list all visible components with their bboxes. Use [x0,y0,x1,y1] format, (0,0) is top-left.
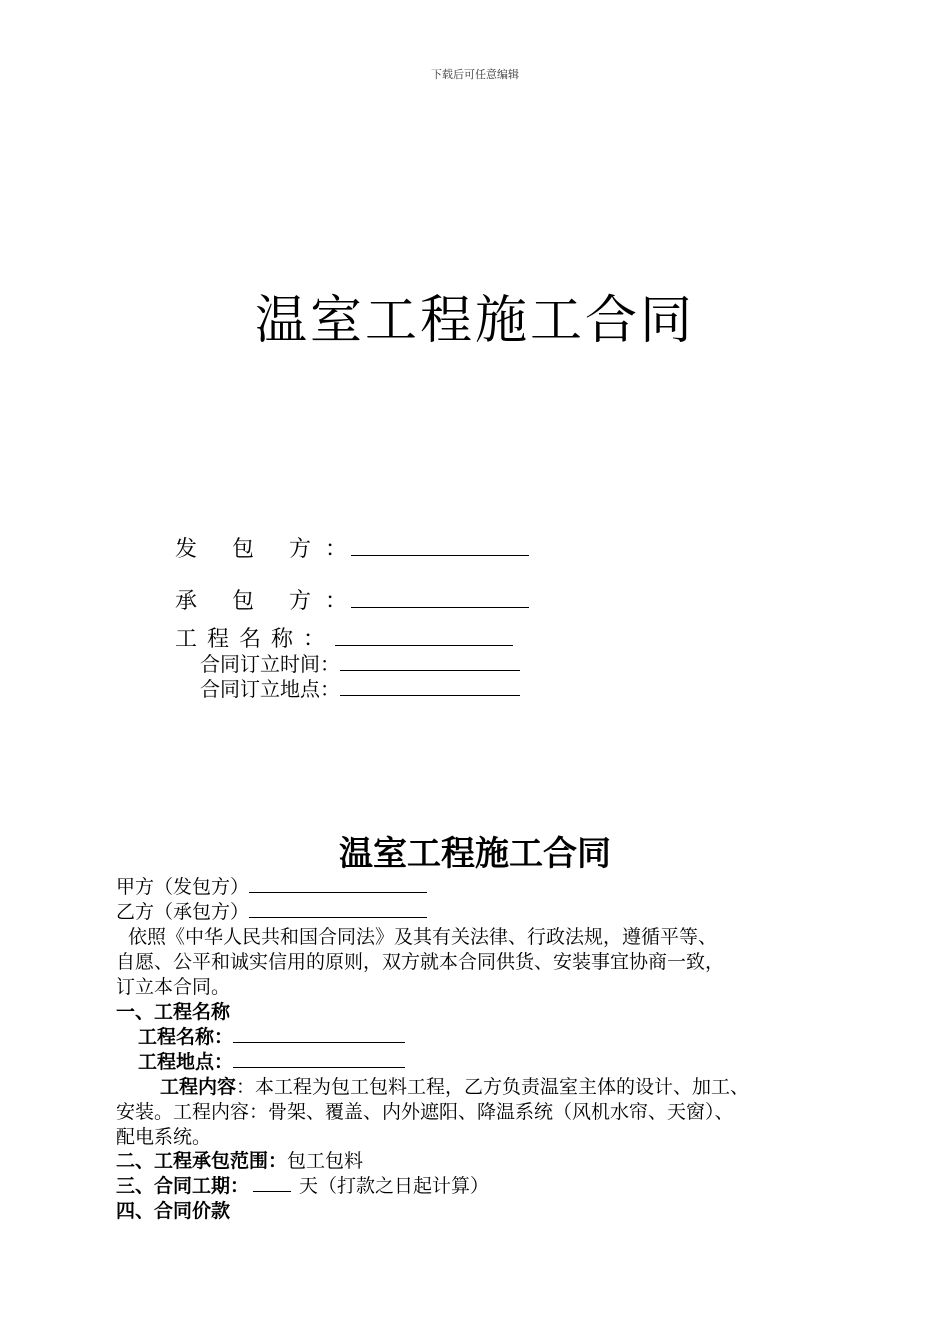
colon: ： [325,537,348,562]
blank-line [351,537,529,556]
blank-line [249,874,427,893]
section-1-heading: 一、工程名称 [116,1001,231,1023]
blank-line [249,899,427,918]
page-header: 下载后可任意编辑 [431,68,519,81]
section-2-heading: 二、工程承包范围： [116,1150,288,1172]
section-4-heading: 四、合同价款 [116,1200,231,1222]
cover-field-employer [175,532,529,563]
cover-field-sign-place [200,673,520,702]
blank-line [340,652,520,671]
preamble-line: 订立本合同。 [116,976,231,998]
section-3-value: 天（打款之日起计算） [299,1175,490,1197]
blank-line [335,627,513,646]
preamble-line: 依照《中华人民共和国合同法》及其有关法律、行政法规，遵循平等、 [128,926,718,948]
section-3-heading: 三、合同工期： [116,1175,250,1197]
project-name-label: 工程名称： [138,1026,234,1048]
blank-line [233,1024,405,1043]
project-content-line: 配电系统。 [116,1126,212,1148]
project-content-text: ：本工程为包工包料工程，乙方负责温室主体的设计、加工、 [236,1076,750,1098]
party-a-label: 甲方（发包方） [116,876,250,898]
project-place-line [138,1047,405,1074]
cover-field-label: 发 包 方 [175,537,325,562]
project-content-line: 安装。工程内容：骨架、覆盖、内外遮阳、降温系统（风机水帘、天窗）、 [116,1101,734,1123]
colon: ： [325,589,348,614]
project-name-line [138,1022,405,1049]
party-b-label: 乙方（承包方） [116,901,250,923]
cover-field-label: 工程名称 [175,627,304,652]
section-2-line [116,1146,363,1173]
blank-line [340,677,520,696]
section-3-line [116,1171,489,1198]
contract-title: 温室工程施工合同 [339,834,611,874]
party-a-line [116,872,427,899]
section-2-value: 包工包料 [287,1150,364,1172]
preamble-line: 自愿、公平和诚实信用的原则，双方就本合同供货、安装事宜协商一致， [116,951,725,973]
project-content-label: 工程内容 [160,1076,237,1098]
sign-place-label: 合同订立地点： [200,677,340,701]
colon: ： [303,627,326,652]
party-b-line [116,897,427,924]
cover-field-label: 承 包 方 [175,589,325,614]
cover-title: 温室工程施工合同 [254,291,695,351]
blank-line [253,1173,291,1192]
cover-field-contractor [175,584,529,615]
blank-line [351,589,529,608]
project-place-label: 工程地点： [138,1051,234,1073]
sign-time-label: 合同订立时间： [200,652,340,676]
project-content-line [160,1072,749,1099]
blank-line [233,1049,405,1068]
